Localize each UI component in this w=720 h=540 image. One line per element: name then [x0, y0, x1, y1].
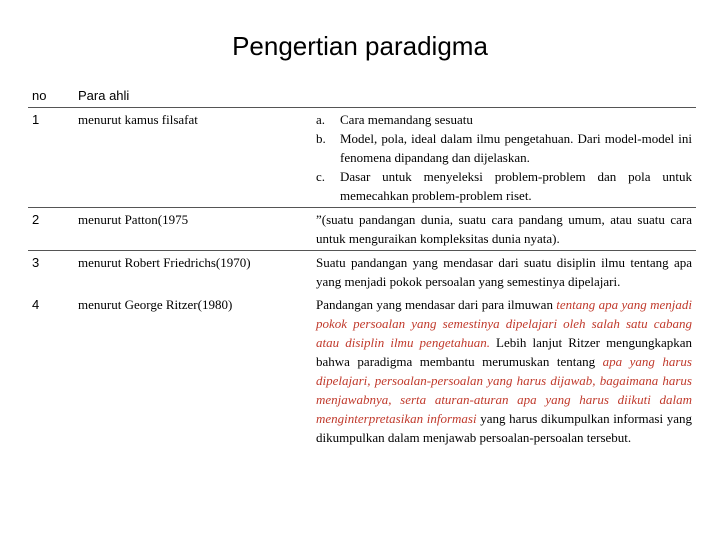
- list-item-text: Cara memandang sesuatu: [340, 112, 473, 127]
- header-empty: [312, 84, 696, 108]
- definition-emphasis: apa yang harus dipelajari, persoalan-persoalan yang harus dijawab, bagaimana harus menjawabnya, serta aturan-aturan apa yang harus diikuti dalam menginterpretasikan informasi: [316, 354, 692, 426]
- row-ahli: menurut Patton(1975: [74, 208, 312, 251]
- list-item: [316, 129, 692, 167]
- definition-text: Pandangan yang mendasar dari para ilmuwan: [316, 297, 557, 312]
- list-item-text: Model, pola, ideal dalam ilmu pengetahuan. Dari model-model ini fenomena dipandang dan dijelaskan.: [340, 131, 692, 165]
- row-ahli: menurut George Ritzer(1980): [78, 297, 233, 312]
- header-para-ahli: Para ahli: [74, 84, 312, 108]
- table-row: [28, 208, 696, 251]
- row-no: 2: [28, 208, 74, 251]
- row-ahli: menurut kamus filsafat: [74, 108, 312, 208]
- row-definition: [312, 293, 696, 449]
- row-no: 4: [32, 297, 40, 312]
- table-header-row: [28, 84, 696, 108]
- page-title: Pengertian paradigma: [232, 31, 488, 61]
- row-no: 1: [28, 108, 74, 208]
- definition-text: Lebih lanjut Ritzer mengungkapkan bahwa paradigma membantu merumuskan tentang: [316, 335, 692, 369]
- row-ahli: menurut Robert Friedrichs(1970): [78, 255, 251, 270]
- header-no: no: [28, 84, 74, 108]
- list-item: [316, 167, 692, 205]
- row-definition: Suatu pandangan yang mendasar dari suatu disiplin ilmu tentang apa yang menjadi pokok persoalan yang semestinya dipelajari.: [316, 255, 692, 289]
- table-row: [28, 251, 696, 294]
- definition-list: [316, 110, 692, 205]
- list-item-text: Dasar untuk menyeleksi problem-problem dan pola untuk memecahkan problem-problem riset.: [340, 169, 692, 203]
- list-marker: a.: [316, 112, 326, 127]
- definition-emphasis: tentang apa yang menjadi pokok persoalan yang semestinya dipelajari oleh salah satu cabang atau disiplin ilmu pengetahuan.: [316, 297, 692, 350]
- list-marker: b.: [316, 131, 326, 146]
- row-definition: ”(suatu pandangan dunia, suatu cara pandang umum, atau suatu cara untuk menguraikan kompleksitas dunia nyata).: [312, 208, 696, 251]
- row-definition: [312, 108, 696, 208]
- list-marker: c.: [316, 169, 326, 184]
- table-row: [28, 108, 696, 208]
- list-item: [316, 110, 692, 129]
- table-row: [28, 293, 696, 449]
- row-no: 3: [32, 255, 40, 270]
- paradigma-table: [28, 84, 696, 449]
- definition-text: yang harus dikumpulkan informasi yang dikumpulkan dalam menjawab persoalan-persoalan tersebut.: [316, 411, 692, 445]
